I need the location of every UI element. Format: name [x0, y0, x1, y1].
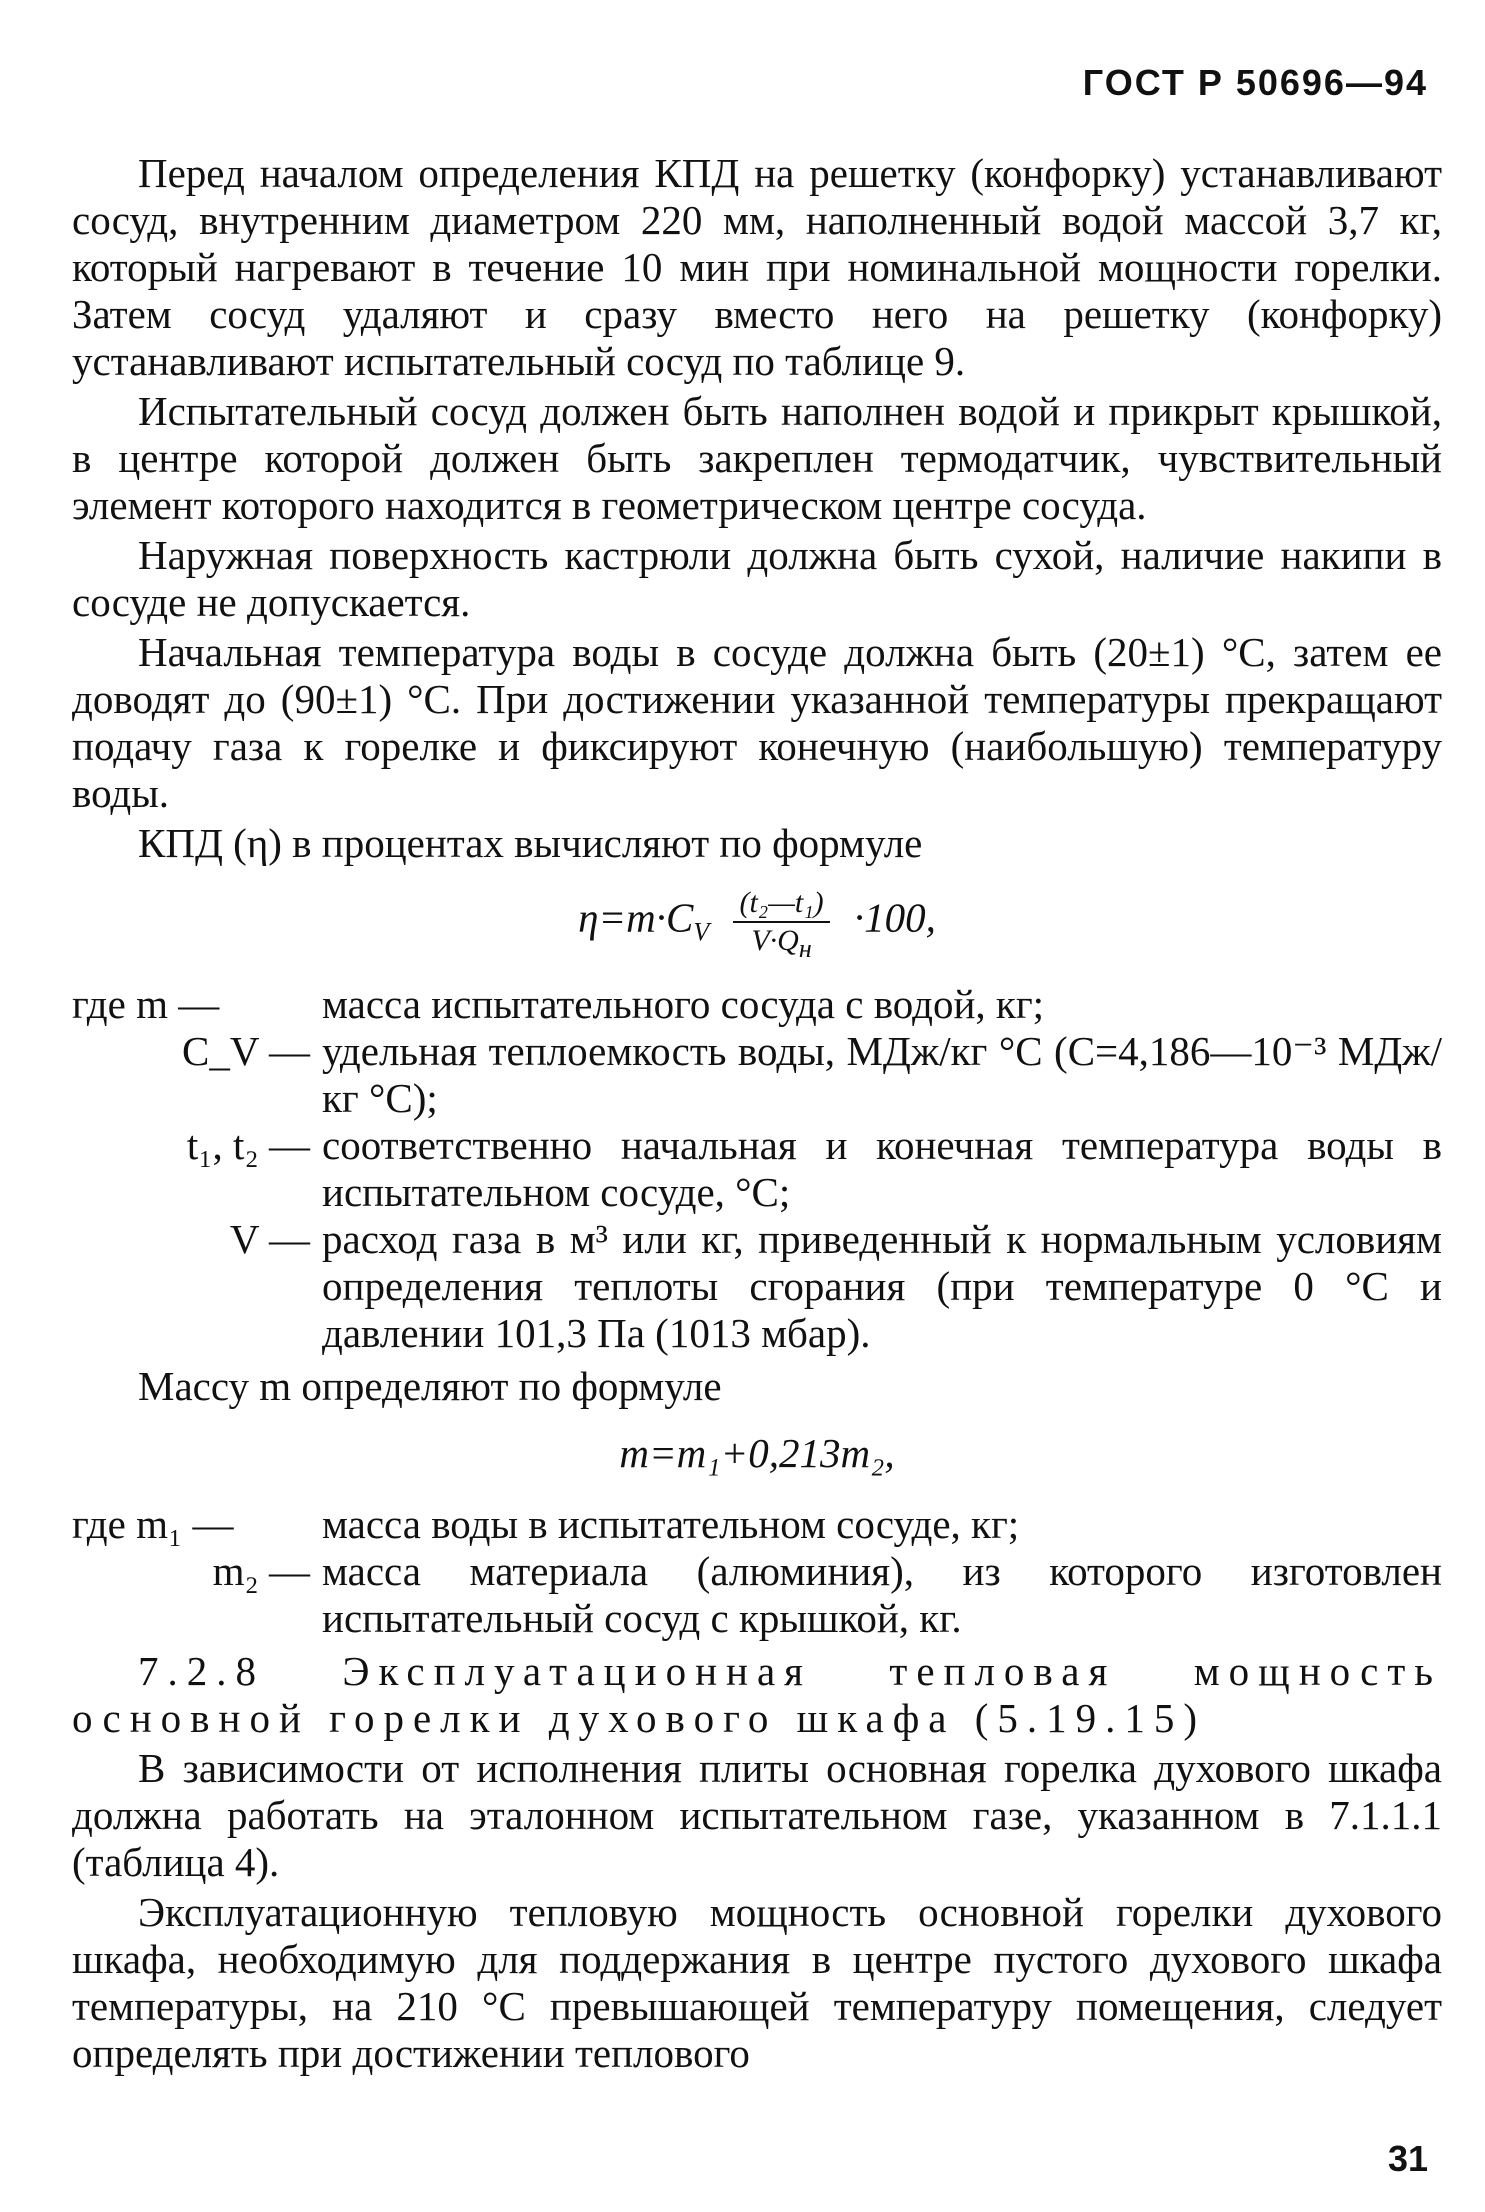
definition-symbol: где m — [72, 981, 220, 1027]
definition-symbol: m₂ — [212, 1548, 310, 1594]
efficiency-formula [72, 886, 1442, 963]
paragraph-mass-intro: Массу m определяют по формуле [138, 1363, 722, 1409]
definition-symbol: C_V — [182, 1028, 310, 1074]
formula-numerator: (t₂—t₁) [733, 887, 829, 923]
paragraph-surface: Наружная поверхность кастрюли должна быть сухой, наличие накипи в сосуде не допускается. [72, 532, 1442, 625]
paragraph-oven-power: Эксплуатационную тепловую мощность основной горелки духового шкафа, необходимую для поддержания в центре пустого духового шкафа температуры, на 210 °С превышающей температуру помещения, следует определять при достижении теплового [72, 1889, 1442, 2076]
formula-fraction [733, 886, 829, 963]
efficiency-definitions [72, 981, 1442, 1357]
formula-denominator [733, 923, 829, 963]
definition-row [72, 981, 1442, 1028]
formula-lhs-subscript: V [693, 917, 710, 947]
definition-row [72, 1216, 1442, 1357]
section-title: 7.2.8 Эксплуатационная тепловая мощность основной горелки духового шкафа (5.19.15) [72, 1648, 1442, 1741]
mass-formula: m=m₁+0,213m₂, [619, 1430, 895, 1476]
document-page [72, 40, 1442, 2180]
page-number: 31 [1387, 2138, 1428, 2179]
definition-symbol: t₁, t₂ — [186, 1122, 310, 1168]
paragraph-temperature: Начальная температура воды в сосуде должна быть (20±1) °С, затем ее доводят до (90±1) °С. При достижении указанной температуры прекращают подачу газа к горелке и фиксируют конечную (наибольшую) температуру воды. [72, 629, 1442, 816]
formula-denominator-subscript: н [798, 934, 812, 963]
definition-text: масса материала (алюминия), из которого изготовлен испытательный сосуд с крышкой, кг. [322, 1548, 1442, 1641]
formula-tail: ·100, [853, 894, 936, 941]
definition-row [72, 1501, 1442, 1548]
paragraph-oven-gas: В зависимости от исполнения плиты основная горелка духового шкафа должна работать на эталонном испытательном газе, указанном в 7.1.1.1 (таблица 4). [72, 1745, 1442, 1885]
body-text [72, 150, 1442, 2080]
formula-lhs: η=m·C [578, 894, 694, 941]
definition-text: масса испытательного сосуда с водой, кг; [322, 981, 1045, 1027]
definition-symbol: V — [229, 1216, 310, 1262]
definition-text: масса воды в испытательном сосуде, кг; [322, 1501, 1020, 1547]
definition-text: удельная теплоемкость воды, МДж/кг °С (С=4,186—10⁻³ МДж/кг °С); [322, 1028, 1442, 1121]
paragraph-test-vessel: Испытательный сосуд должен быть наполнен водой и прикрыт крышкой, в центре которой должен быть закреплен термодатчик, чувствительный элемент которого находится в геометрическом центре сосуда. [72, 388, 1442, 528]
paragraph-preparation: Перед началом определения КПД на решетку (конфорку) устанавливают сосуд, внутренним диаметром 220 мм, наполненный водой массой 3,7 кг, который нагревают в течение 10 мин при номинальной мощности горелки. Затем сосуд удаляют и сразу вместо него на решетку (конфорку) устанавливают испытательный сосуд по таблице 9. [72, 150, 1442, 384]
definition-text: расход газа в м³ или кг, приведенный к нормальным условиям определения теплоты сгорания (при температуре 0 °С и давлении 101,3 Па (1013 мбар). [322, 1216, 1442, 1356]
definition-row [72, 1122, 1442, 1216]
definition-text: соответственно начальная и конечная температура воды в испытательном сосуде, °С; [322, 1122, 1442, 1215]
standard-header: ГОСТ Р 50696—94 [1082, 62, 1428, 103]
mass-definitions [72, 1501, 1442, 1642]
definition-symbol: где m₁ — [72, 1501, 234, 1547]
formula-denominator-text: V·Q [751, 924, 799, 957]
paragraph-efficiency-intro: КПД (η) в процентах вычисляют по формуле [138, 820, 923, 866]
definition-row [72, 1548, 1442, 1642]
definition-row [72, 1028, 1442, 1122]
